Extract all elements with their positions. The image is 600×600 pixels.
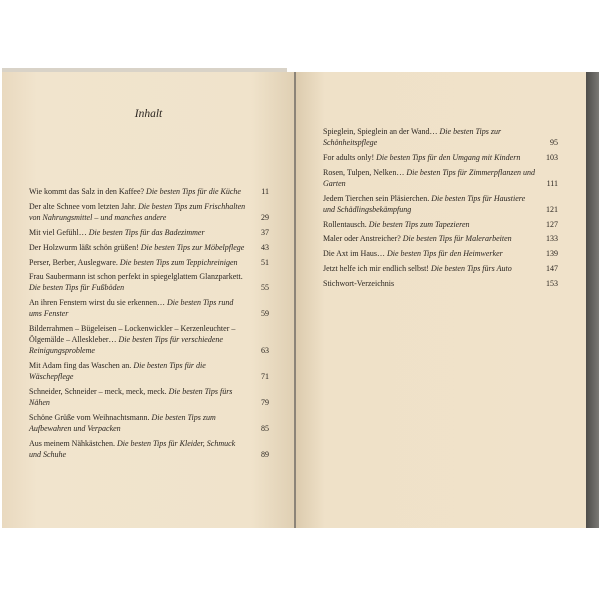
toc-entry — [323, 193, 558, 215]
entry-title: Schöne Grüße vom Weihnachtsmann. — [29, 412, 150, 422]
page-number: 89 — [261, 449, 269, 459]
page-title: Inhalt — [134, 108, 163, 120]
toc-entry — [29, 360, 269, 382]
page-number: 63 — [261, 346, 269, 356]
entry-topic: Die besten Tips für Kleider, Schmuck und Schuhe — [29, 438, 236, 459]
entry-title: Jetzt helfe ich mir endlich selbst! — [323, 264, 429, 274]
page-number: 59 — [261, 309, 269, 319]
entry-topic: Die besten Tips fürs Nähen — [29, 387, 233, 408]
toc-entry — [323, 219, 558, 230]
entry-title: Mit Adam fing das Waschen an. — [29, 361, 132, 371]
page-number: 111 — [546, 178, 558, 188]
page-number: 127 — [546, 219, 558, 229]
entry-title: Rosen, Tulpen, Nelken… — [323, 167, 405, 177]
entry-topic: Die besten Tips zum Tapezieren — [368, 219, 470, 229]
entry-topic: Die besten Tips zur Schönheitspflege — [323, 127, 502, 147]
entry-title: Bilderrahmen – Bügeleisen – Lockenwickler – Kerzenleuchter – Ölgemälde – Alleskleber… — [29, 324, 236, 345]
page-number: 121 — [546, 204, 558, 214]
entry-topic: Die besten Tips zum Frischhalten von Nahrungsmittel – und manches andere — [29, 201, 246, 222]
entry-topic: Die besten Tips zum Aufbewahren und Verpacken — [29, 412, 216, 433]
entry-topic: Die besten Tips für die Küche — [146, 187, 241, 196]
entry-title: Aus meinem Nähkästchen. — [29, 438, 115, 448]
entry-topic: Die besten Tips für Fußböden — [29, 283, 125, 293]
toc-entry — [29, 412, 269, 434]
entry-title: Schneider, Schneider – meck, meck, meck. — [29, 387, 167, 397]
entry-title: Perser, Berber, Auslegware. — [29, 257, 118, 267]
page-number: 37 — [261, 227, 269, 237]
entry-title: Wie kommt das Salz in den Kaffee? — [29, 187, 145, 196]
toc-list-left — [29, 186, 269, 464]
open-book — [2, 72, 599, 528]
toc-entry — [29, 201, 269, 223]
entry-topic: Die besten Tips zum Teppichreinigen — [119, 257, 238, 267]
entry-topic: Die besten Tips für Malerarbeiten — [402, 234, 512, 244]
page-number: 29 — [261, 212, 269, 222]
entry-title: Jedem Tierchen sein Pläsierchen. — [323, 193, 430, 203]
entry-title: For adults only! — [323, 152, 375, 162]
page-number: 147 — [546, 264, 558, 274]
page-number: 79 — [261, 398, 269, 408]
page-number: 139 — [546, 249, 558, 259]
entry-title: Spieglein, Spieglein an der Wand… — [323, 127, 438, 136]
entry-title: Mit viel Gefühl… — [29, 227, 87, 237]
entry-title: Rollentausch. — [323, 219, 367, 229]
entry-topic: Die besten Tips fürs Auto — [430, 264, 512, 274]
toc-entry — [29, 323, 269, 356]
toc-entry — [29, 227, 269, 238]
right-page — [296, 72, 586, 528]
entry-topic: Die besten Tips zur Möbelpflege — [140, 242, 245, 252]
page-number: 85 — [261, 423, 269, 433]
toc-list-right — [323, 126, 558, 293]
page-number: 95 — [550, 138, 558, 147]
toc-entry — [323, 248, 558, 259]
page-number: 43 — [261, 242, 269, 252]
toc-entry — [29, 297, 269, 319]
page-number: 55 — [261, 283, 269, 293]
toc-entry — [29, 438, 269, 460]
page-number: 51 — [261, 257, 269, 267]
toc-entry — [29, 242, 269, 253]
entry-topic: Die besten Tips für den Umgang mit Kindern — [376, 152, 521, 162]
entry-topic: Die besten Tips für Haustiere und Schädlingsbekämpfung — [323, 193, 526, 214]
entry-title: Stichwort-Verzeichnis — [323, 279, 395, 289]
page-number: 71 — [261, 372, 269, 382]
page-number: 11 — [261, 187, 269, 196]
entry-title: Der Holzwurm läßt schön grüßen! — [29, 242, 139, 252]
page-number: 153 — [546, 279, 558, 289]
entry-topic: Die besten Tips für den Heimwerker — [387, 249, 503, 259]
entry-topic: Die besten Tips für Zimmerpflanzen und Garten — [323, 167, 536, 188]
entry-title: Frau Saubermann ist schon perfekt in spiegelglattem Glanzparkett. — [29, 272, 243, 282]
toc-entry — [29, 257, 269, 268]
entry-title: Maler oder Anstreicher? — [323, 234, 401, 244]
book-right-edge — [586, 72, 599, 528]
entry-topic: Die besten Tips für verschiedene Reinigungsprobleme — [29, 335, 223, 356]
toc-entry — [29, 186, 269, 197]
toc-entry — [323, 167, 558, 189]
entry-topic: Die besten Tips für die Wäschepflege — [29, 361, 206, 382]
entry-topic: Die besten Tips für das Badezimmer — [88, 227, 205, 237]
entry-title: Die Axt im Haus… — [323, 249, 385, 259]
toc-entry — [29, 271, 269, 293]
toc-entry — [29, 386, 269, 408]
page-number: 133 — [546, 234, 558, 244]
toc-entry — [323, 263, 558, 274]
page-number: 103 — [546, 152, 558, 162]
toc-entry — [323, 126, 558, 148]
entry-topic: Die besten Tips rund ums Fenster — [29, 298, 234, 319]
toc-entry — [323, 233, 558, 244]
toc-entry — [323, 278, 558, 289]
toc-entry — [323, 152, 558, 163]
entry-title: Der alte Schnee vom letzten Jahr. — [29, 201, 137, 211]
entry-title: An ihren Fenstern wirst du sie erkennen… — [29, 298, 165, 308]
left-page — [2, 72, 295, 528]
